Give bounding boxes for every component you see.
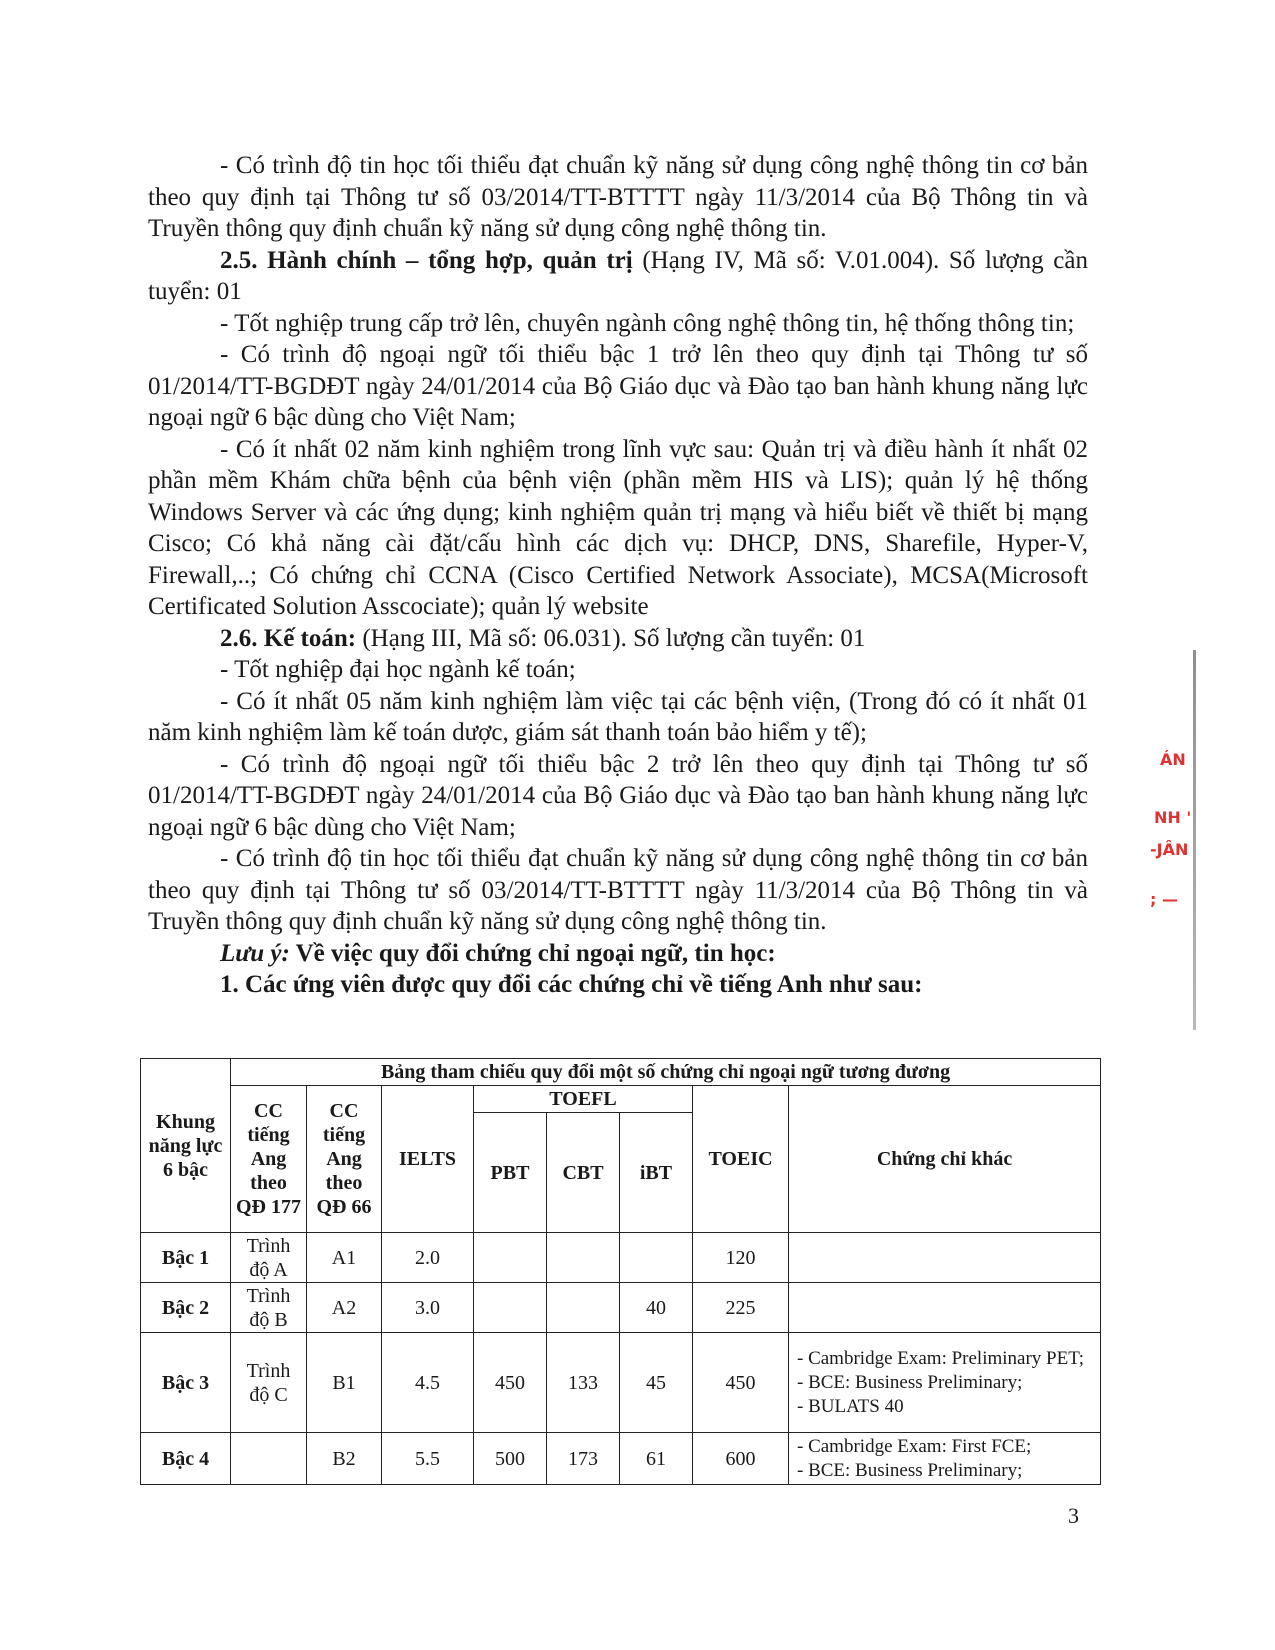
section-2-5-heading (148, 245, 1088, 308)
table-row (141, 1333, 1101, 1433)
cell-qd177 (231, 1433, 307, 1485)
cell-qd66: B2 (307, 1433, 382, 1485)
header-qd66: CC tiếng Ang theo QĐ 66 (307, 1086, 382, 1233)
cell-cbt (547, 1283, 620, 1333)
cell-ielts: 3.0 (382, 1283, 474, 1333)
header-other: Chứng chỉ khác (789, 1086, 1101, 1233)
header-framework: Khung năng lực 6 bậc (141, 1059, 231, 1233)
other-cert-line: - Cambridge Exam: Preliminary PET; (797, 1347, 1085, 1369)
header-ielts: IELTS (382, 1086, 474, 1233)
paragraph-it-requirement-2: - Có trình độ tin học tối thiểu đạt chuẩn kỹ năng sử dụng công nghệ thông tin cơ bản theo quy định tại Thông tư số 03/2014/TT-BTTTT ngày 11/3/2014 của Bộ Thông tin và Truyền thông quy định chuẩn kỹ năng sử dụng công nghệ thông tin. (148, 845, 1088, 935)
cell-other (789, 1333, 1101, 1433)
table-title: Bảng tham chiếu quy đổi một số chứng chỉ ngoại ngữ tương đương (231, 1059, 1101, 1086)
cell-cbt: 133 (547, 1333, 620, 1433)
stamp-text: NH ' (1154, 808, 1192, 827)
cell-qd177: Trình độ A (231, 1233, 307, 1283)
paragraph-it-requirement-1: - Có trình độ tin học tối thiểu đạt chuẩn kỹ năng sử dụng công nghệ thông tin cơ bản theo quy định tại Thông tư số 03/2014/TT-BTTTT ngày 11/3/2014 của Bộ Thông tin và Truyền thông quy định chuẩn kỹ năng sử dụng công nghệ thông tin. (148, 152, 1088, 242)
other-cert-line: - BCE: Business Preliminary; (797, 1371, 1023, 1393)
other-cert-line: - BCE: Business Preliminary; (797, 1459, 1023, 1481)
header-toefl: TOEFL (474, 1086, 693, 1113)
cell-qd177: Trình độ C (231, 1333, 307, 1433)
document-body (148, 150, 1088, 1001)
paragraph-education-2: - Tốt nghiệp đại học ngành kế toán; (220, 656, 576, 683)
cell-ielts: 4.5 (382, 1333, 474, 1433)
paragraph-experience-1: - Có ít nhất 02 năm kinh nghiệm trong lĩnh vực sau: Quản trị và điều hành ít nhất 02 phần mềm Khám chữa bệnh của bệnh viện (phần mềm HIS và LIS); quản lý hệ thống Windows Server và các ứng dụng; kinh nghiệm quản trị mạng và hiểu biết về thiết bị mạng Cisco; Có khả năng cài đặt/cấu hình các dịch vụ: DHCP, DNS, Sharefile, Hyper-V, Firewall,..; Có chứng chỉ CCNA (Cisco Certified Network Associate), MCSA(Microsoft Certificated Solution Asscociate); quản lý website (148, 435, 1088, 620)
page-number: 3 (1068, 1503, 1079, 1528)
cell-pbt: 500 (474, 1433, 547, 1485)
cell-other (789, 1233, 1101, 1283)
cell-qd66: A1 (307, 1233, 382, 1283)
section-2-6-title: 2.6. Kế toán: (220, 624, 357, 652)
header-toeic: TOEIC (693, 1086, 789, 1233)
header-cbt: CBT (547, 1113, 620, 1233)
table-row (141, 1433, 1101, 1485)
section-2-5-title: 2.5. Hành chính – tổng hợp, quản trị (220, 246, 633, 274)
paragraph-language-2: - Có trình độ ngoại ngữ tối thiểu bậc 2 trở lên theo quy định tại Thông tư số 01/2014/TT-BGDĐT ngày 24/01/2014 của Bộ Giáo dục và Đào tạo ban hành khung năng lực ngoại ngữ 6 bậc dùng cho Việt Nam; (148, 750, 1088, 841)
cell-qd66: B1 (307, 1333, 382, 1433)
cell-ielts: 5.5 (382, 1433, 474, 1485)
cell-cbt (547, 1233, 620, 1283)
note-label: Lưu ý: (220, 939, 290, 967)
cell-other (789, 1433, 1101, 1485)
note-text: Về việc quy đổi chứng chỉ ngoại ngữ, tin học: (289, 939, 776, 967)
cell-other (789, 1283, 1101, 1333)
cell-ibt: 40 (620, 1283, 693, 1333)
cell-level: Bậc 1 (141, 1233, 231, 1283)
cell-qd66: A2 (307, 1283, 382, 1333)
stamp-text: -JÂN (1150, 840, 1189, 859)
paragraph-education-1: - Tốt nghiệp trung cấp trở lên, chuyên ngành công nghệ thông tin, hệ thống thông tin; (220, 309, 1075, 337)
cell-ibt: 45 (620, 1333, 693, 1433)
stamp-text: ÁN (1160, 750, 1186, 769)
cell-pbt (474, 1233, 547, 1283)
paragraph-language-1: - Có trình độ ngoại ngữ tối thiểu bậc 1 trở lên theo quy định tại Thông tư số 01/2014/TT-BGDĐT ngày 24/01/2014 của Bộ Giáo dục và Đào tạo ban hành khung năng lực ngoại ngữ 6 bậc dùng cho Việt Nam; (148, 341, 1088, 431)
cell-qd177: Trình độ B (231, 1283, 307, 1333)
header-ibt: iBT (620, 1113, 693, 1233)
certificate-conversion-table (140, 1058, 1101, 1485)
cell-ibt: 61 (620, 1433, 693, 1485)
cell-level: Bậc 3 (141, 1333, 231, 1433)
section-2-5-details: (Hạng IV, Mã số: V.01.004). Số lượng cần tuyển: 01 (148, 246, 1089, 305)
header-qd177: CC tiếng Ang theo QĐ 177 (231, 1086, 307, 1233)
other-cert-line: - BULATS 40 (797, 1395, 904, 1417)
cell-cbt: 173 (547, 1433, 620, 1485)
header-pbt: PBT (474, 1113, 547, 1233)
table-row (141, 1283, 1101, 1333)
red-stamp-fragment (1148, 730, 1200, 1030)
cell-ibt (620, 1233, 693, 1283)
cell-pbt (474, 1283, 547, 1333)
cell-ielts: 2.0 (382, 1233, 474, 1283)
stamp-text: ; — (1150, 890, 1178, 909)
cell-toeic: 225 (693, 1283, 789, 1333)
other-cert-line: - Cambridge Exam: First FCE; (797, 1435, 1032, 1457)
cell-toeic: 450 (693, 1333, 789, 1433)
paragraph-experience-2: - Có ít nhất 05 năm kinh nghiệm làm việc tại các bệnh viện, (Trong đó có ít nhất 01 năm kinh nghiệm làm kế toán dược, giám sát thanh toán bảo hiểm y tế); (148, 687, 1088, 746)
table-row (141, 1233, 1101, 1283)
cell-level: Bậc 2 (141, 1283, 231, 1333)
section-2-6-heading (148, 623, 1088, 655)
note-heading (148, 938, 1088, 970)
cell-pbt: 450 (474, 1333, 547, 1433)
list-item-1: 1. Các ứng viên được quy đổi các chứng chỉ về tiếng Anh như sau: (220, 971, 923, 998)
section-2-6-details: (Hạng III, Mã số: 06.031). Số lượng cần tuyển: 01 (356, 624, 866, 652)
cell-toeic: 120 (693, 1233, 789, 1283)
cell-level: Bậc 4 (141, 1433, 231, 1485)
cell-toeic: 600 (693, 1433, 789, 1485)
